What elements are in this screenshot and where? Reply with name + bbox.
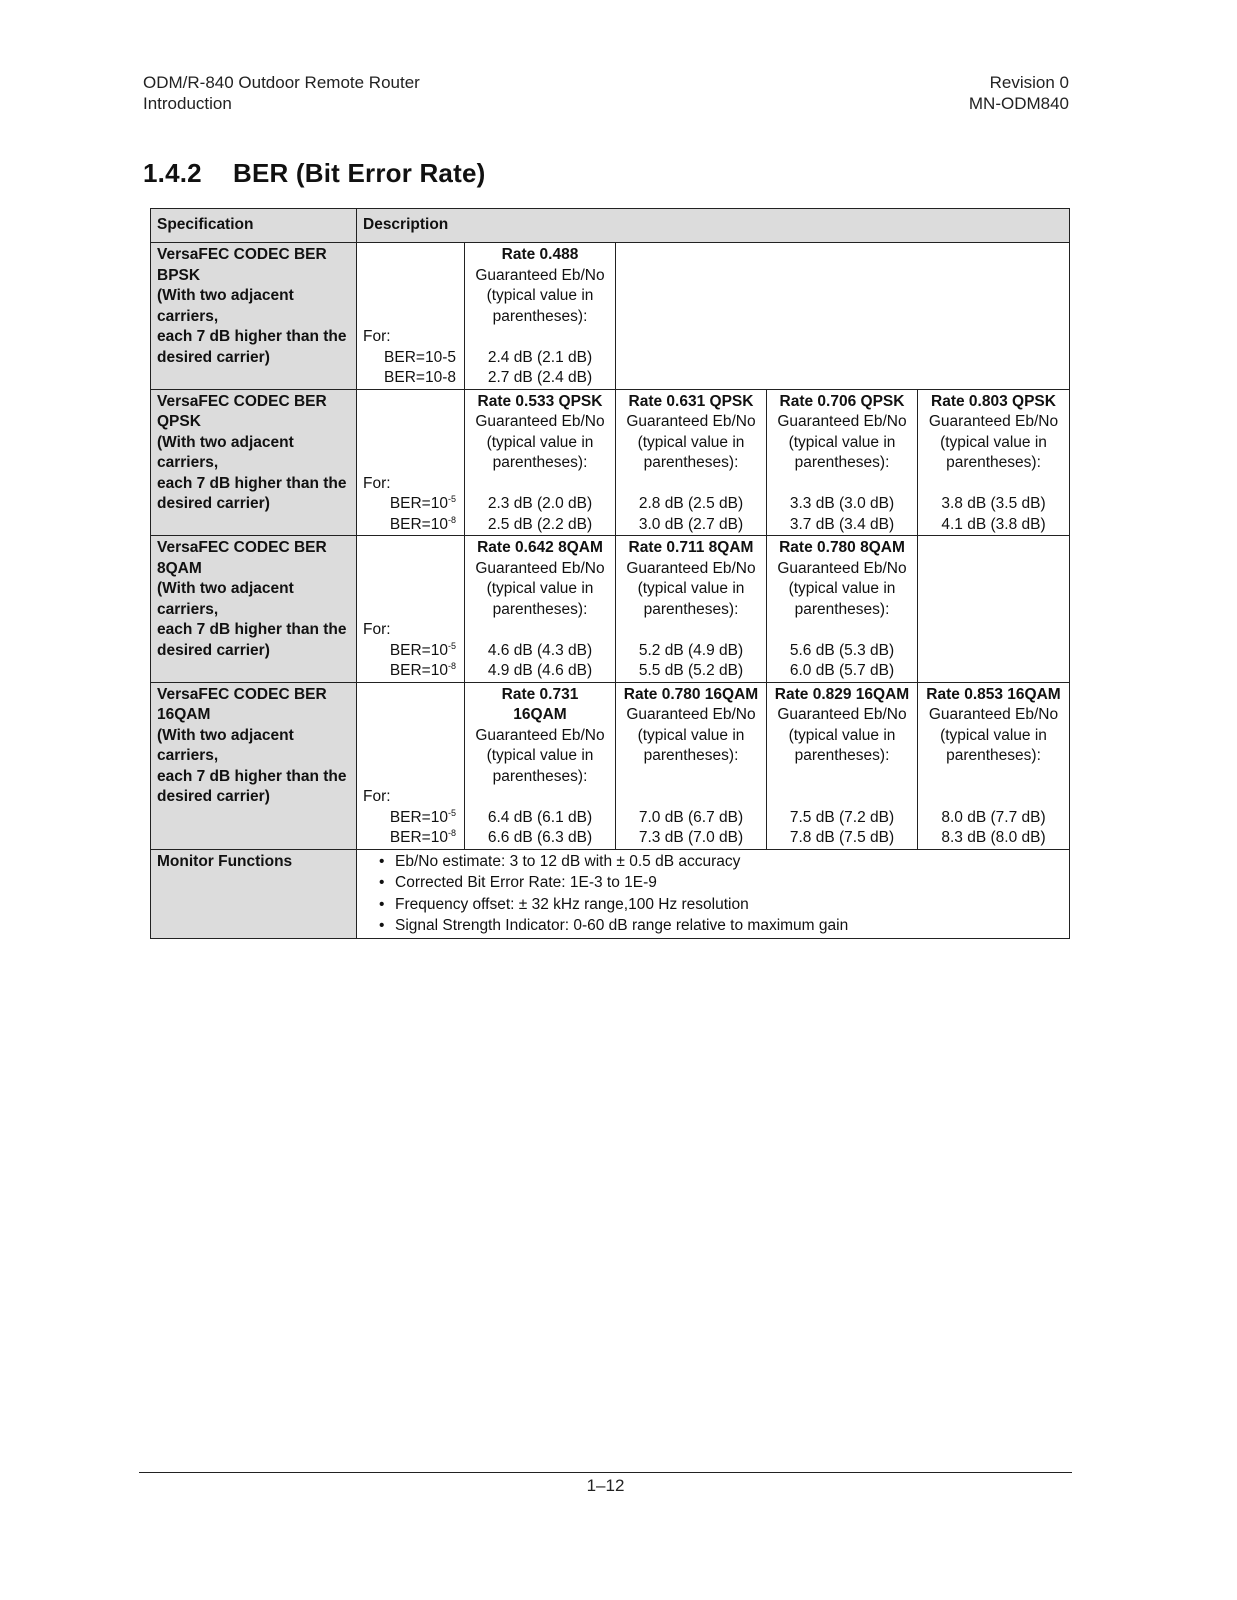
spec-name-monitor: Monitor Functions — [151, 849, 357, 938]
table-row-qpsk — [151, 389, 1070, 536]
ber-label-column: For: $BER=10^{-5}$ $BER=10^{-8}$ — [363, 621, 456, 679]
rate-column: Rate 0.731 16QAM Guaranteed Eb/No (typical value in parentheses): 6.4 dB (6.1 dB) 6.6 dB (6.3 dB) — [464, 683, 615, 849]
document-title: ODM/R-840 Outdoor Remote Router — [143, 73, 420, 92]
spec-name-16qam: VersaFEC CODEC BER 16QAM (With two adjacent carriers, each 7 dB higher than the desired carrier) — [151, 682, 357, 849]
list-item: • Signal Strength Indicator: 0-60 dB range relative to maximum gain — [395, 916, 1069, 938]
spec-name-bpsk: VersaFEC CODEC BER BPSK (With two adjacent carriers, each 7 dB higher than the desired carrier) — [151, 243, 357, 390]
ber-spec-table — [150, 208, 1070, 939]
table-row-monitor — [151, 849, 1070, 938]
ber-label-column: For: BER=10-5 BER=10-8 — [363, 328, 456, 386]
rate-column: Rate 0.631 QPSK Guaranteed Eb/No (typical value in parentheses): 2.8 dB (2.5 dB) 3.0 dB (2.7 dB) — [615, 390, 766, 536]
desc-qpsk — [357, 389, 1070, 536]
table-row-bpsk — [151, 243, 1070, 390]
rate-column: Rate 0.533 QPSK Guaranteed Eb/No (typical value in parentheses): 2.3 dB (2.0 dB) 2.5 dB (2.2 dB) — [464, 390, 615, 536]
ber-label-column: For: $BER=10^{-5}$ $BER=10^{-8}$ — [363, 474, 456, 533]
running-header-right — [969, 72, 1069, 114]
header-description: Description — [357, 209, 1070, 243]
manual-number: MN-ODM840 — [968, 94, 1069, 113]
spec-name-qpsk: VersaFEC CODEC BER QPSK (With two adjacent carriers, each 7 dB higher than the desired carrier) — [151, 389, 357, 536]
rate-column: Rate 0.488 Guaranteed Eb/No (typical value in parentheses): 2.4 dB (2.1 dB) 2.7 dB (2.4 dB) — [464, 243, 615, 389]
spec-name-8qam: VersaFEC CODEC BER 8QAM (With two adjacent carriers, each 7 dB higher than the desired carrier) — [151, 536, 357, 683]
table-header-row — [151, 209, 1070, 243]
list-item: • Frequency offset: ± 32 kHz range,100 Hz resolution — [395, 895, 1069, 917]
rate-column: Rate 0.642 8QAM Guaranteed Eb/No (typical value in parentheses): 4.6 dB (4.3 dB) 4.9 dB (4.6 dB) — [464, 536, 615, 682]
section-number: 1.4.2 — [143, 158, 202, 188]
desc-8qam — [357, 536, 1070, 683]
section-heading — [143, 158, 485, 189]
section-title: BER (Bit Error Rate) — [233, 158, 486, 188]
footer-divider — [139, 1472, 1072, 1473]
table-row-16qam — [151, 682, 1070, 849]
chapter-name: Introduction — [143, 94, 232, 113]
running-header-left — [143, 72, 420, 114]
desc-bpsk — [357, 243, 1070, 390]
page-number: 1–12 — [586, 1476, 625, 1495]
empty-cell — [615, 243, 1069, 389]
table-row-8qam — [151, 536, 1070, 683]
revision-label: Revision 0 — [989, 73, 1069, 92]
rate-column: Rate 0.780 8QAM Guaranteed Eb/No (typical value in parentheses): 5.6 dB (5.3 dB) 6.0 dB (5.7 dB) — [766, 536, 917, 682]
ber-label-column: For: $BER=10^{-5}$ $BER=10^{-8}$ — [363, 788, 456, 846]
rate-column: Rate 0.780 16QAM Guaranteed Eb/No (typical value in parentheses): 7.0 dB (6.7 dB) 7.3 dB (7.0 dB) — [615, 683, 766, 849]
header-specification: Specification — [151, 209, 357, 243]
rate-column: Rate 0.829 16QAM Guaranteed Eb/No (typical value in parentheses): 7.5 dB (7.2 dB) 7.8 dB (7.5 dB) — [766, 683, 917, 849]
rate-column: Rate 0.853 16QAM Guaranteed Eb/No (typical value in parentheses): 8.0 dB (7.7 dB) 8.3 dB (8.0 dB) — [917, 683, 1069, 849]
desc-monitor — [357, 849, 1070, 938]
empty-cell — [917, 536, 1069, 682]
list-item: • Corrected Bit Error Rate: 1E-3 to 1E-9 — [395, 873, 1069, 895]
rate-column: Rate 0.706 QPSK Guaranteed Eb/No (typical value in parentheses): 3.3 dB (3.0 dB) 3.7 dB (3.4 dB) — [766, 390, 917, 536]
rate-column: Rate 0.803 QPSK Guaranteed Eb/No (typical value in parentheses): 3.8 dB (3.5 dB) 4.1 dB (3.8 dB) — [917, 390, 1069, 536]
monitor-list — [357, 852, 1069, 938]
rate-column: Rate 0.711 8QAM Guaranteed Eb/No (typical value in parentheses): 5.2 dB (4.9 dB) 5.5 dB (5.2 dB) — [615, 536, 766, 682]
desc-16qam — [357, 682, 1070, 849]
list-item: • Eb/No estimate: 3 to 12 dB with ± 0.5 dB accuracy — [395, 852, 1069, 874]
